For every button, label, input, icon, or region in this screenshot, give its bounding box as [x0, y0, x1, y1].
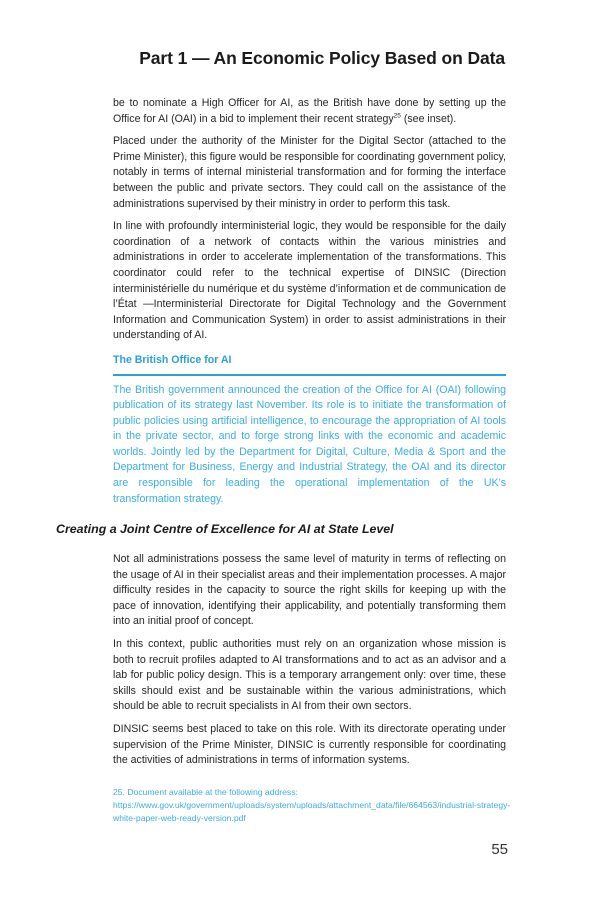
- page-number: 55: [491, 841, 508, 858]
- inset-text: The British government announced the creation of the Office for AI (OAI) following publication of its strategy last November. Its role is to initiate the transformation of public policies using artificial intelligence, to encourage the appropriation of AI tools in the private sector, and to forge strong links with the economic and academic worlds. Jointly led by the Department for Digital, Culture, Media & Sport and the Department for Business, Energy and Industrial Strategy, the OAI and its director are responsible for leading the operational implementation of the UK’s transformation strategy.: [113, 383, 506, 505]
- inset-divider: [113, 374, 506, 376]
- page-header-title: Part 1 — An Economic Policy Based on Data: [139, 48, 505, 68]
- inset-title: The British Office for AI: [113, 354, 232, 366]
- paragraph: DINSIC seems best placed to take on this role. With its directorate operating under supervision of the Prime Minister, DINSIC is currently responsible for coordinating the activities of administrations in terms of information systems.: [113, 722, 506, 767]
- footnote-label: 25. Document available at the following address:: [113, 787, 298, 797]
- paragraph-text: be to nominate a High Officer for AI, as the British have done by setting up the Office for AI (OAI) in a bid to implement their recent strategy: [113, 97, 506, 125]
- footnote-reference[interactable]: 25: [393, 112, 401, 120]
- paragraph: In this context, public authorities must rely on an organization whose mission is both to recruit profiles adapted to AI transformations and to act as an advisor and a lab for public policy design. This is a temporary arrangement only: over time, these skills should exist and be sustainable within the various administrations, which should be able to recruit specialists in AI from their own sectors.: [113, 637, 506, 713]
- footnote-link[interactable]: https://www.gov.uk/government/uploads/system/uploads/attachment_data/file/664563/industrial-strategy-white-paper-web-ready-version.pdf: [113, 800, 511, 823]
- section-heading: Creating a Joint Centre of Excellence for AI at State Level: [56, 522, 394, 536]
- inset-box: [113, 354, 506, 514]
- section-1: [113, 96, 506, 351]
- footnote: [113, 786, 523, 825]
- paragraph: In line with profoundly interministerial logic, they would be responsible for the daily coordination of a network of contacts within the various ministries and administrations in order to accelerate implementation of the transformations. This coordinator could refer to the technical expertise of DINSIC (Direction interministérielle du numérique et du système d’information et de communication de l’État —Interministerial Directorate for Digital Technology and the Government Information and Communication System) in order to assist administrations in their understanding of AI.: [113, 220, 506, 342]
- paragraph: Placed under the authority of the Minister for the Digital Sector (attached to the Prime Minister), this figure would be responsible for coordinating government policy, notably in terms of internal ministerial transformation and for forming the interface between the public and private sectors. They could call on the assistance of the administrations supervised by their ministry in order to perform this task.: [113, 135, 506, 210]
- paragraph-text: (see inset).: [400, 112, 457, 125]
- section-2: [113, 552, 506, 776]
- paragraph: [113, 96, 506, 127]
- paragraph: Not all administrations possess the same level of maturity in terms of reflecting on the usage of AI in their specialist areas and their implementation processes. A major difficulty resides in the capacity to source the right skills for keeping up with the pace of innovation, identifying their applicability, and potentially transforming them into an initial proof of concept.: [113, 553, 506, 628]
